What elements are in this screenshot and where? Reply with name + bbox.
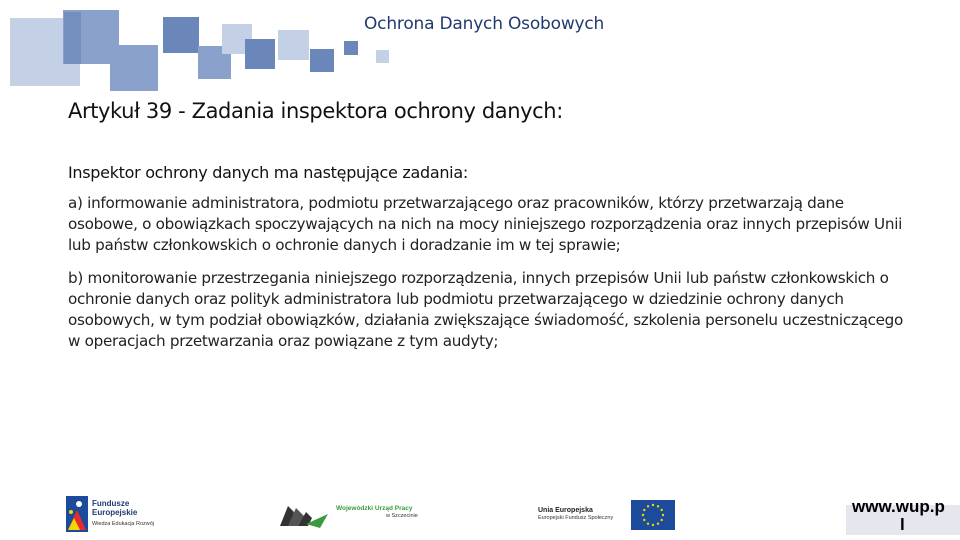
header-title: Ochrona Danych Osobowych	[364, 14, 605, 34]
deco-square	[310, 49, 334, 72]
fe-logo-line3: Wiedza Edukacja Rozwój	[92, 521, 155, 527]
deco-square	[278, 30, 309, 60]
page-title: Artykuł 39 - Zadania inspektora ochrony danych:	[68, 99, 563, 123]
deco-square	[376, 50, 389, 63]
fe-logo	[66, 496, 176, 536]
intro-text: Inspektor ochrony danych ma następujące zadania:	[68, 163, 468, 182]
website-link[interactable]: www.wup.p	[852, 497, 945, 516]
wup-logo-icon	[280, 502, 328, 528]
ue-logo-line2: Europejski Fundusz Społeczny	[538, 515, 614, 521]
deco-square	[344, 41, 358, 55]
ue-logo-line1: Unia Europejska	[538, 507, 593, 514]
deco-square	[110, 45, 158, 91]
wup-logo	[280, 500, 430, 530]
deco-square	[245, 39, 275, 69]
list-item: a) informowanie administratora, podmiotu przetwarzającego oraz pracowników, którzy przetwarzają dane osobowe, o obowiązkach spoczywających na nich na mocy niniejszego rozporządzenia oraz innych przepisów Unii lub państw członkowskich o ochronie danych i doradzanie im w tej sprawie;	[68, 194, 903, 254]
ue-logo	[538, 500, 678, 532]
deco-square	[163, 17, 199, 53]
fe-logo-line2: Europejskie	[92, 508, 138, 517]
wup-logo-line1: Wojewódzki Urząd Pracy	[336, 505, 413, 512]
wup-logo-line2: w Szczecinie	[386, 513, 418, 519]
eu-flag-icon	[631, 500, 675, 530]
website-link-overflow[interactable]: l	[900, 515, 905, 534]
list-item: b) monitorowanie przestrzegania niniejszego rozporządzenia, innych przepisów Unii lub państw członkowskich o ochronie danych oraz polityk administratora lub podmiotu przetwarzającego w dziedzinie ochrony danych osobowych, w tym podział obowiązków, działania zwiększające świadomość, szkolenia personelu uczestniczącego w operacjach przetwarzania oraz powiązane z tym audyty;	[68, 269, 904, 350]
fe-logo-line1: Fundusze	[92, 499, 130, 508]
deco-square	[64, 12, 81, 64]
fe-logo-icon	[66, 496, 88, 532]
footer	[0, 488, 960, 540]
